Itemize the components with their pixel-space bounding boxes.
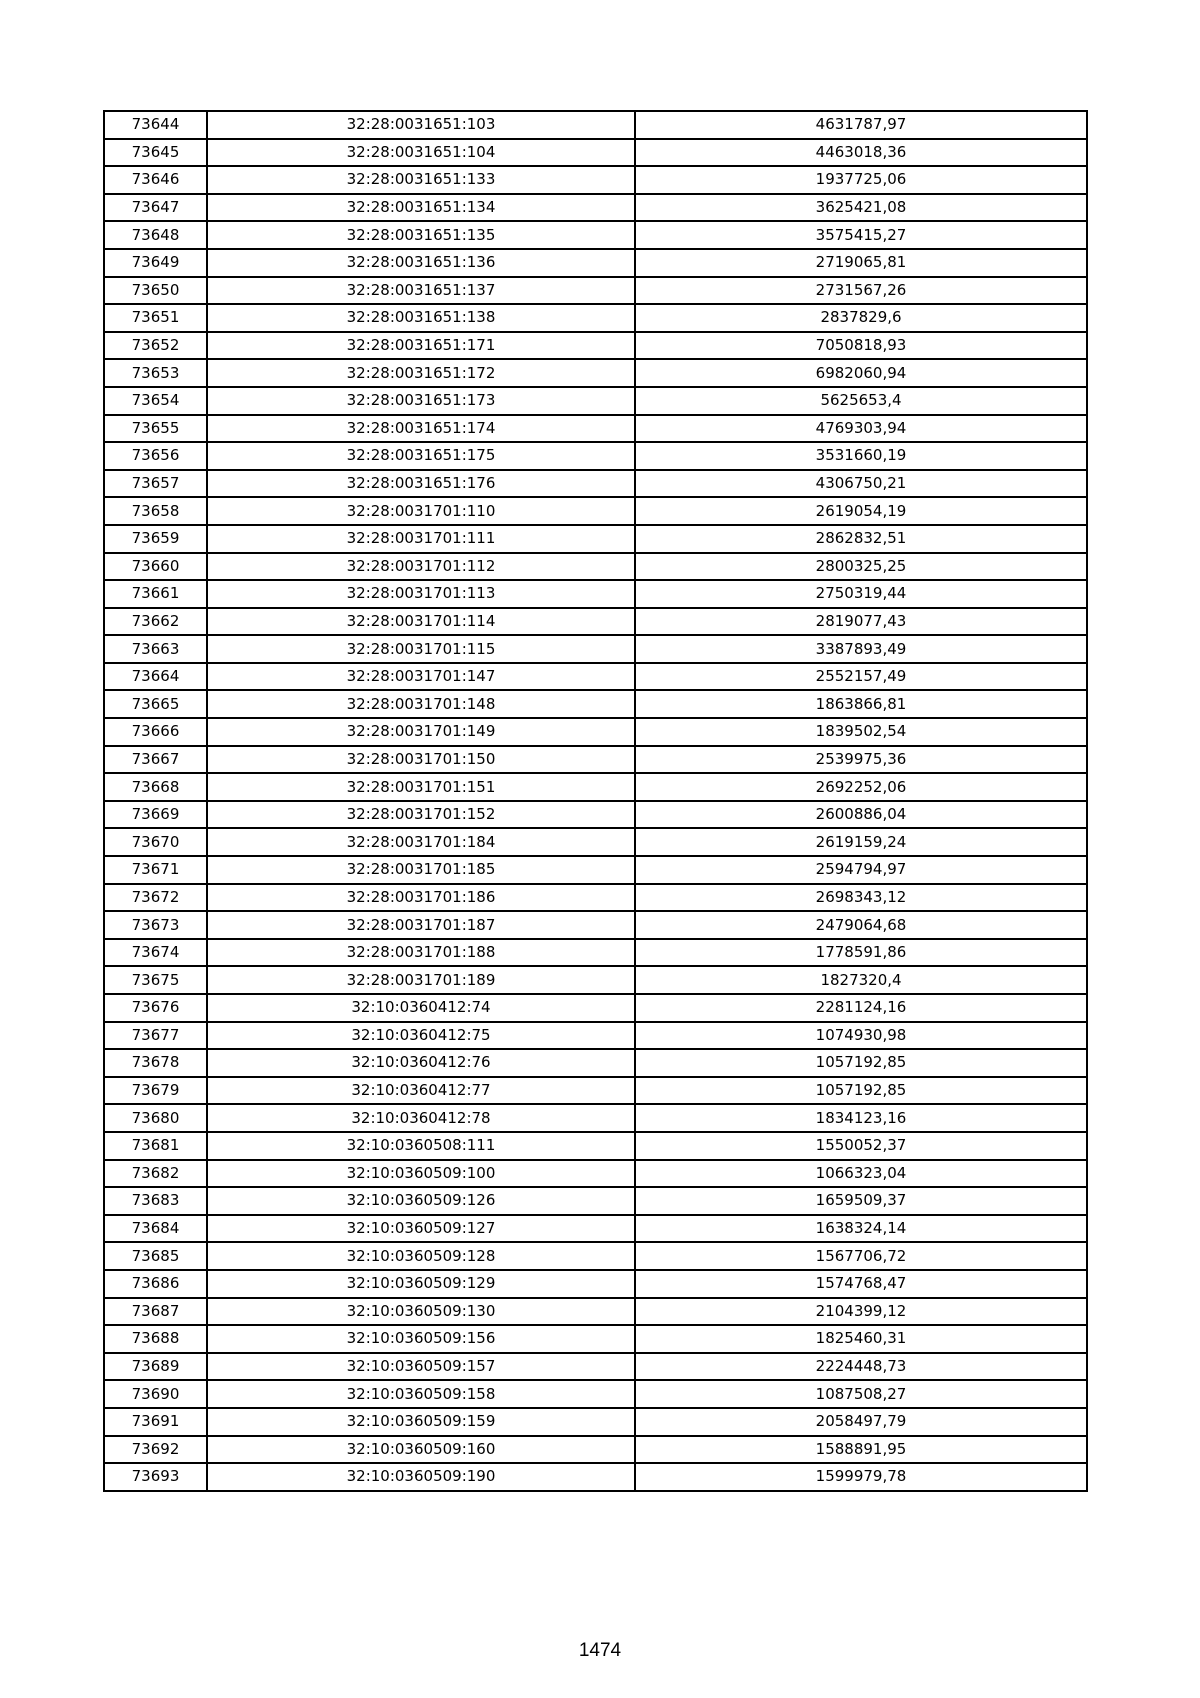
table-row <box>104 856 1087 884</box>
cadastral-number-cell: 32:28:0031651:138 <box>207 304 635 332</box>
cadastral-number-cell: 32:10:0360412:77 <box>207 1077 635 1105</box>
row-number-cell: 73657 <box>104 470 207 498</box>
row-number-cell: 73661 <box>104 580 207 608</box>
row-number-cell: 73659 <box>104 525 207 553</box>
row-number-cell: 73651 <box>104 304 207 332</box>
table-row <box>104 553 1087 581</box>
row-number-cell: 73660 <box>104 553 207 581</box>
row-number-cell: 73681 <box>104 1132 207 1160</box>
table-row <box>104 911 1087 939</box>
cadastral-number-cell: 32:10:0360509:129 <box>207 1270 635 1298</box>
row-number-cell: 73650 <box>104 277 207 305</box>
row-number-cell: 73675 <box>104 966 207 994</box>
table-row <box>104 1408 1087 1436</box>
cadastral-number-cell: 32:28:0031651:137 <box>207 277 635 305</box>
cadastral-number-cell: 32:10:0360508:111 <box>207 1132 635 1160</box>
table-row <box>104 1353 1087 1381</box>
value-cell: 1057192,85 <box>635 1049 1087 1077</box>
table-row <box>104 359 1087 387</box>
value-cell: 1599979,78 <box>635 1463 1087 1491</box>
value-cell: 5625653,4 <box>635 387 1087 415</box>
row-number-cell: 73674 <box>104 939 207 967</box>
table-row <box>104 801 1087 829</box>
table-row <box>104 1187 1087 1215</box>
value-cell: 1834123,16 <box>635 1104 1087 1132</box>
row-number-cell: 73680 <box>104 1104 207 1132</box>
cadastral-number-cell: 32:28:0031651:103 <box>207 111 635 139</box>
value-cell: 2692252,06 <box>635 773 1087 801</box>
value-cell: 3575415,27 <box>635 221 1087 249</box>
row-number-cell: 73654 <box>104 387 207 415</box>
table-row <box>104 249 1087 277</box>
value-cell: 1659509,37 <box>635 1187 1087 1215</box>
row-number-cell: 73693 <box>104 1463 207 1491</box>
table-row <box>104 1380 1087 1408</box>
table-row <box>104 525 1087 553</box>
value-cell: 1827320,4 <box>635 966 1087 994</box>
value-cell: 2224448,73 <box>635 1353 1087 1381</box>
cadastral-number-cell: 32:28:0031701:189 <box>207 966 635 994</box>
row-number-cell: 73663 <box>104 635 207 663</box>
cadastral-number-cell: 32:28:0031651:104 <box>207 139 635 167</box>
table-row <box>104 1242 1087 1270</box>
cadastral-number-cell: 32:28:0031651:135 <box>207 221 635 249</box>
value-cell: 4631787,97 <box>635 111 1087 139</box>
value-cell: 2719065,81 <box>635 249 1087 277</box>
value-cell: 3625421,08 <box>635 194 1087 222</box>
row-number-cell: 73671 <box>104 856 207 884</box>
value-cell: 2819077,43 <box>635 608 1087 636</box>
cadastral-number-cell: 32:28:0031651:172 <box>207 359 635 387</box>
table-row <box>104 277 1087 305</box>
table-row <box>104 304 1087 332</box>
value-cell: 2539975,36 <box>635 746 1087 774</box>
row-number-cell: 73647 <box>104 194 207 222</box>
value-cell: 2104399,12 <box>635 1298 1087 1326</box>
cadastral-number-cell: 32:28:0031701:187 <box>207 911 635 939</box>
row-number-cell: 73691 <box>104 1408 207 1436</box>
table-row <box>104 663 1087 691</box>
value-cell: 1825460,31 <box>635 1325 1087 1353</box>
cadastral-number-cell: 32:10:0360509:126 <box>207 1187 635 1215</box>
cadastral-number-cell: 32:28:0031701:112 <box>207 553 635 581</box>
cadastral-number-cell: 32:28:0031651:136 <box>207 249 635 277</box>
row-number-cell: 73672 <box>104 884 207 912</box>
table-row <box>104 442 1087 470</box>
cadastral-number-cell: 32:10:0360509:127 <box>207 1215 635 1243</box>
cadastral-number-cell: 32:28:0031701:115 <box>207 635 635 663</box>
value-cell: 2600886,04 <box>635 801 1087 829</box>
cadastral-number-cell: 32:28:0031701:113 <box>207 580 635 608</box>
row-number-cell: 73692 <box>104 1436 207 1464</box>
row-number-cell: 73667 <box>104 746 207 774</box>
value-cell: 1087508,27 <box>635 1380 1087 1408</box>
row-number-cell: 73683 <box>104 1187 207 1215</box>
cadastral-number-cell: 32:28:0031701:114 <box>207 608 635 636</box>
row-number-cell: 73669 <box>104 801 207 829</box>
cadastral-number-cell: 32:10:0360509:157 <box>207 1353 635 1381</box>
table-row <box>104 1104 1087 1132</box>
table-row <box>104 332 1087 360</box>
table-row <box>104 773 1087 801</box>
table-row <box>104 111 1087 139</box>
cadastral-number-cell: 32:28:0031701:150 <box>207 746 635 774</box>
cadastral-number-cell: 32:10:0360509:160 <box>207 1436 635 1464</box>
row-number-cell: 73653 <box>104 359 207 387</box>
value-cell: 1057192,85 <box>635 1077 1087 1105</box>
row-number-cell: 73686 <box>104 1270 207 1298</box>
cadastral-number-cell: 32:28:0031701:185 <box>207 856 635 884</box>
table-row <box>104 470 1087 498</box>
value-cell: 2619159,24 <box>635 828 1087 856</box>
table-row <box>104 690 1087 718</box>
row-number-cell: 73655 <box>104 415 207 443</box>
table-row <box>104 939 1087 967</box>
value-cell: 2862832,51 <box>635 525 1087 553</box>
value-cell: 2750319,44 <box>635 580 1087 608</box>
table-row <box>104 166 1087 194</box>
cadastral-number-cell: 32:10:0360509:100 <box>207 1160 635 1188</box>
cadastral-number-cell: 32:10:0360412:74 <box>207 994 635 1022</box>
row-number-cell: 73676 <box>104 994 207 1022</box>
cadastral-number-cell: 32:10:0360509:130 <box>207 1298 635 1326</box>
value-cell: 1074930,98 <box>635 1022 1087 1050</box>
cadastral-number-cell: 32:28:0031651:176 <box>207 470 635 498</box>
table-row <box>104 497 1087 525</box>
table-row <box>104 828 1087 856</box>
row-number-cell: 73658 <box>104 497 207 525</box>
cadastral-number-cell: 32:28:0031701:151 <box>207 773 635 801</box>
value-cell: 2594794,97 <box>635 856 1087 884</box>
row-number-cell: 73677 <box>104 1022 207 1050</box>
cadastral-number-cell: 32:28:0031701:110 <box>207 497 635 525</box>
cadastral-number-cell: 32:10:0360509:128 <box>207 1242 635 1270</box>
row-number-cell: 73665 <box>104 690 207 718</box>
row-number-cell: 73649 <box>104 249 207 277</box>
value-cell: 4769303,94 <box>635 415 1087 443</box>
value-cell: 2800325,25 <box>635 553 1087 581</box>
table-row <box>104 221 1087 249</box>
table-row <box>104 1077 1087 1105</box>
value-cell: 6982060,94 <box>635 359 1087 387</box>
row-number-cell: 73685 <box>104 1242 207 1270</box>
table-row <box>104 1463 1087 1491</box>
row-number-cell: 73646 <box>104 166 207 194</box>
row-number-cell: 73690 <box>104 1380 207 1408</box>
table-row <box>104 994 1087 1022</box>
table-row <box>104 966 1087 994</box>
table-row <box>104 1436 1087 1464</box>
value-cell: 1066323,04 <box>635 1160 1087 1188</box>
value-cell: 7050818,93 <box>635 332 1087 360</box>
value-cell: 1638324,14 <box>635 1215 1087 1243</box>
table-body <box>104 111 1087 1491</box>
value-cell: 2837829,6 <box>635 304 1087 332</box>
row-number-cell: 73644 <box>104 111 207 139</box>
value-cell: 2479064,68 <box>635 911 1087 939</box>
cadastral-number-cell: 32:10:0360412:76 <box>207 1049 635 1077</box>
cadastral-value-table <box>103 110 1088 1492</box>
value-cell: 2058497,79 <box>635 1408 1087 1436</box>
value-cell: 1574768,47 <box>635 1270 1087 1298</box>
cadastral-number-cell: 32:28:0031701:188 <box>207 939 635 967</box>
row-number-cell: 73668 <box>104 773 207 801</box>
table-row <box>104 1325 1087 1353</box>
row-number-cell: 73679 <box>104 1077 207 1105</box>
table-row <box>104 1298 1087 1326</box>
value-cell: 3531660,19 <box>635 442 1087 470</box>
row-number-cell: 73673 <box>104 911 207 939</box>
cadastral-number-cell: 32:28:0031651:174 <box>207 415 635 443</box>
value-cell: 1863866,81 <box>635 690 1087 718</box>
value-cell: 2698343,12 <box>635 884 1087 912</box>
value-cell: 1937725,06 <box>635 166 1087 194</box>
table-row <box>104 1022 1087 1050</box>
cadastral-number-cell: 32:28:0031651:171 <box>207 332 635 360</box>
table-row <box>104 1215 1087 1243</box>
table-row <box>104 1049 1087 1077</box>
cadastral-number-cell: 32:28:0031701:184 <box>207 828 635 856</box>
cadastral-number-cell: 32:28:0031651:175 <box>207 442 635 470</box>
row-number-cell: 73682 <box>104 1160 207 1188</box>
cadastral-number-cell: 32:28:0031701:148 <box>207 690 635 718</box>
table-row <box>104 580 1087 608</box>
table-row <box>104 1132 1087 1160</box>
value-cell: 2731567,26 <box>635 277 1087 305</box>
row-number-cell: 73666 <box>104 718 207 746</box>
page-number: 1474 <box>578 1640 622 1661</box>
table-row <box>104 1160 1087 1188</box>
row-number-cell: 73688 <box>104 1325 207 1353</box>
table-row <box>104 884 1087 912</box>
table-row <box>104 387 1087 415</box>
table-row <box>104 608 1087 636</box>
row-number-cell: 73689 <box>104 1353 207 1381</box>
value-cell: 2281124,16 <box>635 994 1087 1022</box>
row-number-cell: 73678 <box>104 1049 207 1077</box>
cadastral-number-cell: 32:28:0031701:152 <box>207 801 635 829</box>
value-cell: 1567706,72 <box>635 1242 1087 1270</box>
table-row <box>104 415 1087 443</box>
cadastral-number-cell: 32:28:0031701:186 <box>207 884 635 912</box>
row-number-cell: 73656 <box>104 442 207 470</box>
cadastral-number-cell: 32:10:0360509:190 <box>207 1463 635 1491</box>
value-cell: 2619054,19 <box>635 497 1087 525</box>
value-cell: 1839502,54 <box>635 718 1087 746</box>
cadastral-number-cell: 32:28:0031701:149 <box>207 718 635 746</box>
cadastral-number-cell: 32:10:0360509:159 <box>207 1408 635 1436</box>
row-number-cell: 73645 <box>104 139 207 167</box>
table-row <box>104 139 1087 167</box>
value-cell: 1550052,37 <box>635 1132 1087 1160</box>
cadastral-number-cell: 32:28:0031701:111 <box>207 525 635 553</box>
cadastral-number-cell: 32:10:0360412:78 <box>207 1104 635 1132</box>
table-row <box>104 718 1087 746</box>
cadastral-number-cell: 32:28:0031701:147 <box>207 663 635 691</box>
row-number-cell: 73652 <box>104 332 207 360</box>
value-cell: 1588891,95 <box>635 1436 1087 1464</box>
row-number-cell: 73662 <box>104 608 207 636</box>
value-cell: 4306750,21 <box>635 470 1087 498</box>
table-row <box>104 746 1087 774</box>
row-number-cell: 73684 <box>104 1215 207 1243</box>
table-row <box>104 635 1087 663</box>
value-cell: 2552157,49 <box>635 663 1087 691</box>
row-number-cell: 73670 <box>104 828 207 856</box>
row-number-cell: 73648 <box>104 221 207 249</box>
value-cell: 3387893,49 <box>635 635 1087 663</box>
table-row <box>104 194 1087 222</box>
row-number-cell: 73664 <box>104 663 207 691</box>
value-cell: 1778591,86 <box>635 939 1087 967</box>
cadastral-number-cell: 32:10:0360509:158 <box>207 1380 635 1408</box>
cadastral-number-cell: 32:28:0031651:134 <box>207 194 635 222</box>
cadastral-number-cell: 32:10:0360509:156 <box>207 1325 635 1353</box>
table-row <box>104 1270 1087 1298</box>
cadastral-number-cell: 32:28:0031651:173 <box>207 387 635 415</box>
value-cell: 4463018,36 <box>635 139 1087 167</box>
cadastral-number-cell: 32:28:0031651:133 <box>207 166 635 194</box>
row-number-cell: 73687 <box>104 1298 207 1326</box>
cadastral-number-cell: 32:10:0360412:75 <box>207 1022 635 1050</box>
